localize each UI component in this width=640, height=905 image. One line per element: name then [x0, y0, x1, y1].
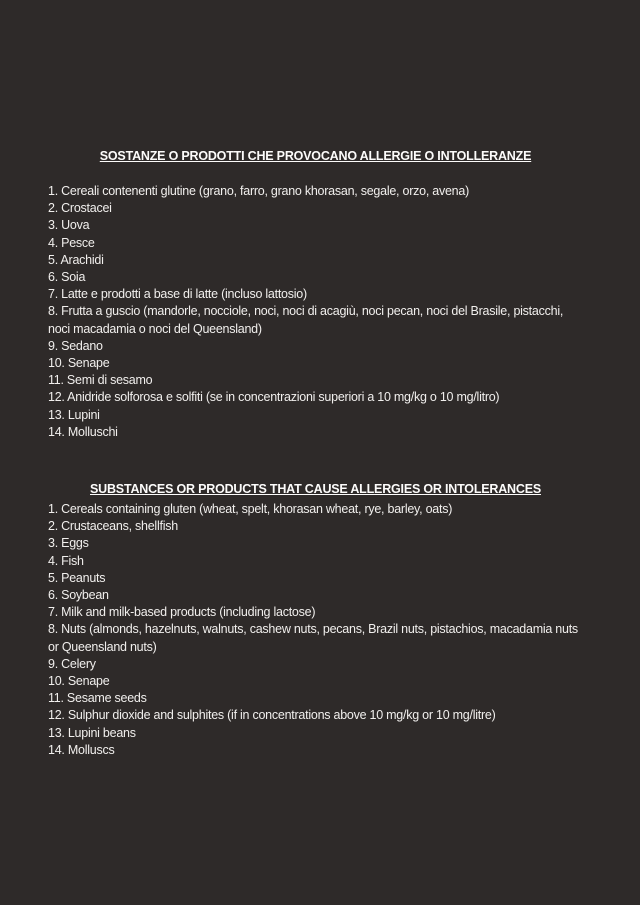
list-item-it-12: 12. Anidride solforosa e solfiti (se in concentrazioni superiori a 10 mg/kg o 10 mg/litro): [48, 390, 500, 405]
list-item-en-10: 10. Senape: [48, 674, 110, 689]
list-item-en-2: 2. Crustaceans, shellfish: [48, 519, 178, 534]
list-item-en-13: 13. Lupini beans: [48, 725, 136, 740]
list-item-it-11: 11. Semi di sesamo: [48, 373, 153, 388]
list-item-it-10: 10. Senape: [48, 356, 110, 371]
section-title-italian: SOSTANZE O PRODOTTI CHE PROVOCANO ALLERGIE O INTOLLERANZE: [99, 149, 532, 163]
list-item-it-9: 9. Sedano: [48, 338, 103, 353]
list-item-it-6: 6. Soia: [48, 270, 86, 285]
list-item-en-6: 6. Soybean: [48, 588, 109, 603]
list-item-en-8: 8. Nuts (almonds, hazelnuts, walnuts, cashew nuts, pecans, Brazil nuts, pistachios, macadamia nuts or Queensland nuts): [48, 622, 578, 654]
list-item-en-9: 9. Celery: [48, 656, 96, 671]
list-item-it-1: 1. Cereali contenenti glutine (grano, farro, grano khorasan, segale, orzo, avena): [48, 184, 469, 198]
section-title-english: SUBSTANCES OR PRODUCTS THAT CAUSE ALLERGIES OR INTOLERANCES: [90, 482, 541, 497]
list-item-en-1: 1. Cereals containing gluten (wheat, spelt, khorasan wheat, rye, barley, oats): [48, 502, 453, 517]
list-item-en-3: 3. Eggs: [48, 536, 89, 551]
allergen-section-english: [48, 481, 583, 759]
allergen-list-italian: [48, 183, 583, 441]
list-item-en-7: 7. Milk and milk-based products (including lactose): [48, 605, 316, 620]
list-item-en-12: 12. Sulphur dioxide and sulphites (if in concentrations above 10 mg/kg or 10 mg/litre): [48, 708, 496, 723]
list-item-it-5: 5. Arachidi: [48, 252, 104, 267]
list-item-en-11: 11. Sesame seeds: [48, 691, 147, 706]
list-item-it-7: 7. Latte e prodotti a base di latte (incluso lattosio): [48, 287, 307, 302]
list-item-it-2: 2. Crostacei: [48, 201, 112, 216]
list-item-it-8: 8. Frutta a guscio (mandorle, nocciole, noci, noci di acagiù, noci pecan, noci del Brasile, pistacchi, noci macadamia o noci del Queensland): [48, 304, 564, 336]
list-item-it-3: 3. Uova: [48, 218, 90, 233]
list-item-en-14: 14. Molluscs: [48, 742, 115, 757]
list-item-en-5: 5. Peanuts: [48, 570, 106, 585]
list-item-en-4: 4. Fish: [48, 553, 84, 568]
list-item-it-13: 13. Lupini: [48, 407, 100, 422]
allergen-list-english: [48, 501, 583, 759]
allergen-section-italian: [48, 148, 583, 441]
list-item-it-4: 4. Pesce: [48, 235, 95, 250]
list-item-it-14: 14. Molluschi: [48, 424, 118, 439]
